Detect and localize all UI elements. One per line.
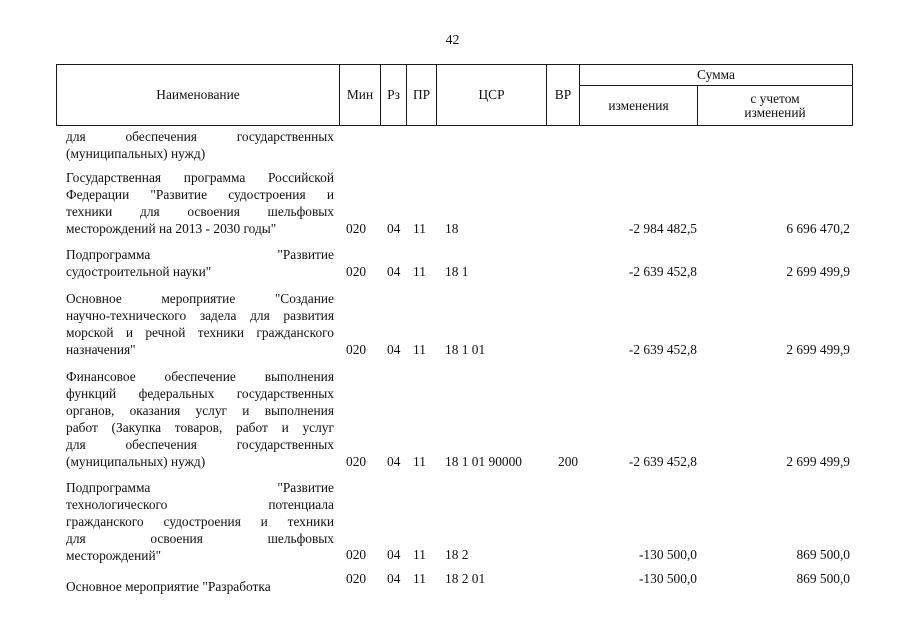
header-name: Наименование (57, 65, 340, 126)
row-name-line: гражданского судостроения и техники (66, 514, 334, 529)
row-name-line: органов, оказания услуг и выполнения (66, 403, 334, 418)
cell-vr: 200 (558, 454, 579, 469)
cell-total: 2 699 499,9 (786, 454, 850, 469)
row-name-line: морской и речной техники гражданского (66, 325, 334, 340)
header-vr: ВР (547, 65, 580, 126)
cell-change: -2 984 482,5 (628, 221, 697, 236)
header-csr: ЦСР (437, 65, 547, 126)
row-name-line: судостроительной науки" (66, 264, 212, 279)
row-name-line: Федерации "Развитие судостроения и (66, 187, 334, 202)
cell-min: 020 (346, 342, 367, 357)
header-rz: Рз (381, 65, 407, 126)
header-total-line2: изменений (744, 104, 806, 120)
cell-rz: 04 (387, 221, 401, 236)
cell-total: 869 500,0 (796, 547, 850, 562)
header-total (698, 86, 853, 126)
cell-pr: 11 (413, 342, 426, 357)
cell-pr: 11 (413, 221, 426, 236)
cell-min: 020 (346, 547, 367, 562)
cell-csr: 18 1 (445, 264, 469, 279)
cell-change: -130 500,0 (638, 547, 697, 562)
row-name-line: для освоения шельфовых (66, 531, 334, 546)
cell-total: 2 699 499,9 (786, 342, 850, 357)
cell-rz: 04 (387, 342, 401, 357)
row-name-line: месторождений" (66, 548, 162, 563)
row-name-line: Основное мероприятие "Создание (66, 291, 334, 306)
page-number: 42 (445, 33, 460, 48)
row-name-line: для обеспечения государственных (66, 437, 334, 452)
cell-change: -130 500,0 (638, 571, 697, 586)
cell-pr: 11 (413, 454, 426, 469)
row-name-line: для обеспечения государственных (66, 129, 334, 144)
header-pr: ПР (407, 65, 437, 126)
row-name-line: работ (Закупка товаров, работ и услуг (66, 420, 334, 435)
cell-csr: 18 1 01 (445, 342, 486, 357)
row-name (66, 479, 334, 564)
cell-change: -2 639 452,8 (628, 264, 697, 279)
row-name (66, 169, 334, 237)
row-name-line: техники для освоения шельфовых (66, 204, 334, 219)
row-name-line: назначения" (66, 342, 136, 357)
row-name-line: Государственная программа Российской (66, 170, 334, 185)
cell-min: 020 (346, 221, 367, 236)
header-min: Мин (340, 65, 381, 126)
row-name-line: функций федеральных государственных (66, 386, 334, 401)
cell-change: -2 639 452,8 (628, 454, 697, 469)
row-name-line: (муниципальных) нужд) (66, 454, 206, 469)
row-name (66, 128, 334, 162)
row-name (66, 290, 334, 358)
cell-csr: 18 1 01 90000 (445, 454, 522, 469)
cell-csr: 18 (445, 221, 459, 236)
cell-rz: 04 (387, 264, 401, 279)
header-total-line1: с учетом (750, 90, 800, 106)
table-header (56, 64, 853, 126)
header-sum: Сумма (580, 65, 853, 86)
row-name-line: месторождений на 2013 - 2030 годы" (66, 221, 277, 236)
row-name-line: Основное мероприятие "Разработка (66, 579, 271, 594)
cell-rz: 04 (387, 547, 401, 562)
cell-min: 020 (346, 454, 367, 469)
cell-min: 020 (346, 571, 367, 586)
cell-pr: 11 (413, 264, 426, 279)
cell-total: 869 500,0 (796, 571, 850, 586)
row-name-line: научно-технического задела для развития (66, 308, 334, 323)
cell-csr: 18 2 01 (445, 571, 486, 586)
header-change: изменения (580, 86, 698, 126)
row-name-line: Подпрограмма "Развитие (66, 480, 334, 495)
row-name-line: технологического потенциала (66, 497, 334, 512)
row-name-line: Финансовое обеспечение выполнения (66, 369, 334, 384)
row-name (66, 368, 334, 470)
cell-min: 020 (346, 264, 367, 279)
cell-rz: 04 (387, 454, 401, 469)
row-name-line: Подпрограмма "Развитие (66, 247, 334, 262)
cell-total: 2 699 499,9 (786, 264, 850, 279)
row-name (66, 578, 334, 595)
cell-pr: 11 (413, 571, 426, 586)
cell-pr: 11 (413, 547, 426, 562)
cell-rz: 04 (387, 571, 401, 586)
row-name-line: (муниципальных) нужд) (66, 146, 206, 161)
row-name (66, 246, 334, 280)
cell-csr: 18 2 (445, 547, 469, 562)
cell-change: -2 639 452,8 (628, 342, 697, 357)
cell-total: 6 696 470,2 (786, 221, 850, 236)
